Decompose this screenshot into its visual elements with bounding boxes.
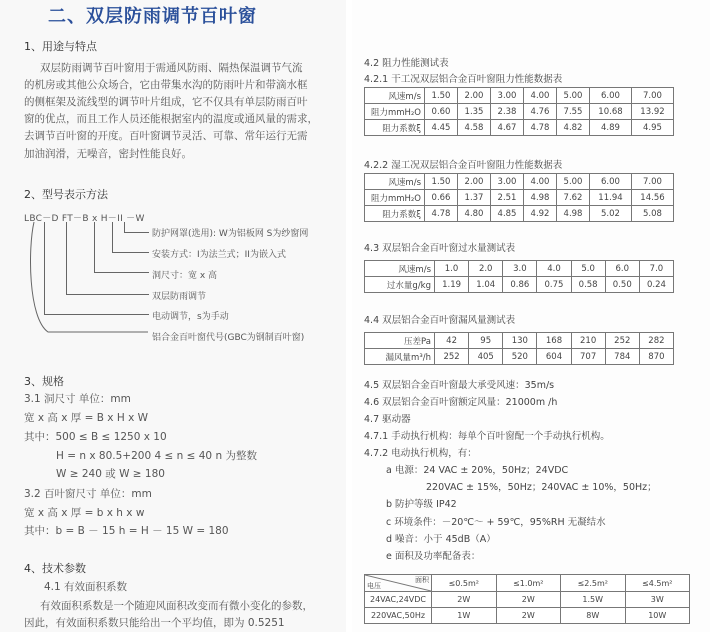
spec-line: W ≥ 240 或 W ≥ 180 [56, 468, 165, 480]
table-cell: 42 [435, 333, 469, 349]
table-cell: 13.92 [631, 104, 673, 120]
table-cell: 0.66 [425, 190, 458, 206]
air-leakage-table [364, 332, 674, 365]
table-cell: 7.00 [631, 174, 673, 190]
table-row [365, 608, 690, 624]
table-cell: 252 [605, 333, 639, 349]
row-label: 阻力系数ξ [365, 120, 425, 136]
bracket-leader [28, 218, 152, 340]
tech-line: 因此，有效面积系数只能给出一个平均值，即为 0.5251 [24, 617, 285, 629]
row-label: 风速m/s [365, 261, 435, 277]
table-row [365, 190, 674, 206]
table-cell: 6.00 [590, 88, 632, 104]
table-cell: 4.78 [524, 120, 557, 136]
table-cell: 4.78 [425, 206, 458, 222]
row-label: 阻力mmH₂O [365, 104, 425, 120]
row-label: 过水量g/kg [365, 277, 435, 293]
spec-line: 宽 x 高 x 厚 = B x H x W [24, 412, 149, 424]
table-cell: 4.80 [458, 206, 491, 222]
table-row [365, 575, 690, 592]
power-supply-line: a 电源：24 VAC ± 20%，50Hz；24VDC [386, 465, 569, 476]
table-caption: 4.2.1 干工况双层铝合金百叶窗阻力性能数据表 [364, 74, 563, 85]
spec-line: 其中：b = B － 15 h = H － 15 W = 180 [24, 525, 229, 537]
power-table [364, 574, 690, 624]
model-label: 洞尺寸：宽 x 高 [152, 271, 218, 281]
col-header: ≤2.5m² [561, 575, 626, 592]
table-cell: 0.58 [571, 277, 605, 293]
model-code: LBC－D FT－B x H－II －W [24, 214, 145, 224]
table-cell: 1.5W [561, 592, 626, 608]
table-cell: 2W [496, 608, 561, 624]
table-cell: 1.19 [435, 277, 469, 293]
model-label: 电动调节，s为手动 [152, 312, 229, 322]
page-title: 二、双层防雨调节百叶窗 [48, 6, 257, 27]
table-cell: 7.0 [639, 261, 673, 277]
table-cell: 7.00 [631, 88, 673, 104]
section-usage-heading: 1、用途与特点 [24, 40, 97, 53]
table-cell: 1.0 [435, 261, 469, 277]
row-label: 压差Pa [365, 333, 435, 349]
table-cell: 210 [571, 333, 605, 349]
model-label: 铝合金百叶窗代号(GBC为钢制百叶窗) [152, 333, 305, 343]
power-supply-line: 220VAC ± 15%，50Hz；240VAC ± 10%，50Hz； [426, 482, 657, 493]
table-cell: 1.35 [458, 104, 491, 120]
spec-line: H = n x 80.5+200 4 ≤ n ≤ 40 n 为整数 [56, 450, 257, 462]
table-cell: 4.85 [491, 206, 524, 222]
table-cell: 282 [639, 333, 673, 349]
spec-line: 宽 x 高 x 厚 = b x h x w [24, 507, 145, 519]
table-cell: 1W [432, 608, 497, 624]
table-row [365, 277, 674, 293]
table-cell: 4.67 [491, 120, 524, 136]
model-label: 防护网罩(选用): W为铝板网 S为纱窗网 [152, 229, 309, 239]
table-cell: 5.08 [631, 206, 673, 222]
table-cell: 4.82 [557, 120, 590, 136]
table-row [365, 261, 674, 277]
protection-class: b 防护等级 IP42 [386, 499, 457, 510]
tech-subheading: 4.1 有效面积系数 [44, 581, 128, 593]
table-cell: 520 [503, 349, 537, 365]
table-cell: 1.04 [469, 277, 503, 293]
table-cell: 784 [605, 349, 639, 365]
table-cell: 1.37 [458, 190, 491, 206]
rated-air-volume: 4.6 双层铝合金百叶窗额定风量：21000m /h [364, 397, 558, 408]
table-cell: 4.95 [631, 120, 673, 136]
table-cell: 4.00 [524, 88, 557, 104]
corner-cell [365, 575, 432, 592]
table-cell: 5.00 [557, 174, 590, 190]
table-caption: 4.4 双层铝合金百叶窗漏风量测试表 [364, 315, 516, 326]
table-caption: 4.2.2 湿工况双层铝合金百叶窗阻力性能数据表 [364, 160, 563, 171]
col-header: ≤1.0m² [496, 575, 561, 592]
table-cell: 4.89 [590, 120, 632, 136]
table-cell: 870 [639, 349, 673, 365]
section-spec-heading: 3、规格 [24, 375, 64, 388]
row-label: 阻力系数ξ [365, 206, 425, 222]
table-cell: 130 [503, 333, 537, 349]
section-tech-heading: 4、技术参数 [24, 562, 86, 575]
table-row [365, 174, 674, 190]
row-label: 24VAC,24VDC [365, 592, 432, 608]
table-cell: 168 [537, 333, 571, 349]
table-cell: 2W [432, 592, 497, 608]
table-row [365, 349, 674, 365]
actuator-heading: 4.7 驱动器 [364, 414, 411, 425]
table-cell: 4.98 [524, 190, 557, 206]
table-cell: 10W [625, 608, 690, 624]
table-cell: 405 [469, 349, 503, 365]
table-cell: 1.50 [425, 88, 458, 104]
table-cell: 6.0 [605, 261, 639, 277]
table-cell: 7.55 [557, 104, 590, 120]
table-cell: 5.0 [571, 261, 605, 277]
col-header: ≤4.5m² [625, 575, 690, 592]
table-cell: 707 [571, 349, 605, 365]
section-model-heading: 2、型号表示方法 [24, 188, 108, 201]
row-label: 220VAC,50Hz [365, 608, 432, 624]
usage-line: 加油润滑，无噪音，密封性能良好。 [24, 148, 192, 160]
table-row [365, 206, 674, 222]
table-cell: 4.76 [524, 104, 557, 120]
environment-conditions: c 环境条件：－20℃～ + 59℃，95%RH 无凝结水 [386, 517, 606, 528]
row-label: 风速m/s [365, 174, 425, 190]
table-cell: 95 [469, 333, 503, 349]
power-table-caption: e 面积及功率配备表： [386, 551, 481, 562]
table-cell: 3.00 [491, 174, 524, 190]
table-cell: 4.0 [537, 261, 571, 277]
table-cell: 0.24 [639, 277, 673, 293]
table-cell: 604 [537, 349, 571, 365]
spec-line: 其中：500 ≤ B ≤ 1250 x 10 [24, 431, 167, 443]
spec-line: 3.1 洞尺寸 单位：mm [24, 393, 131, 405]
table-cell: 2.0 [469, 261, 503, 277]
table-cell: 1.50 [425, 174, 458, 190]
table-cell: 0.86 [503, 277, 537, 293]
table-cell: 4.00 [524, 174, 557, 190]
table-cell: 252 [435, 349, 469, 365]
table-row [365, 592, 690, 608]
corner-bottom-label: 电压 [367, 582, 381, 590]
table-cell: 3.00 [491, 88, 524, 104]
table-cell: 6.00 [590, 174, 632, 190]
row-label: 漏风量m³/h [365, 349, 435, 365]
table-cell: 2.00 [458, 88, 491, 104]
table-cell: 8W [561, 608, 626, 624]
spec-line: 3.2 百叶窗尺寸 单位：mm [24, 488, 152, 500]
row-label: 阻力mmH₂O [365, 190, 425, 206]
water-penetration-table [364, 260, 674, 293]
dry-resistance-table [364, 87, 674, 136]
table-cell: 5.02 [590, 206, 632, 222]
table-cell: 3.0 [503, 261, 537, 277]
model-label: 双层防雨调节 [152, 292, 207, 302]
table-cell: 0.60 [425, 104, 458, 120]
table-cell: 0.75 [537, 277, 571, 293]
electric-actuator: 4.7.2 电动执行机构，有： [364, 448, 477, 459]
table-cell: 14.56 [631, 190, 673, 206]
model-label: 安装方式：I为法兰式；II为嵌入式 [152, 250, 286, 260]
noise-level: d 噪音：小于 45dB（A） [386, 534, 496, 545]
table-cell: 3W [625, 592, 690, 608]
corner-top-label: 面积 [415, 576, 429, 584]
table-cell: 0.50 [605, 277, 639, 293]
usage-line: 窗的优点，而且工作人员还能根据室内的温度或通风量的需求， [24, 113, 318, 125]
table-cell: 7.62 [557, 190, 590, 206]
table-row [365, 333, 674, 349]
table-cell: 2.38 [491, 104, 524, 120]
table-cell: 4.45 [425, 120, 458, 136]
table-row [365, 88, 674, 104]
usage-line: 去调节百叶窗的开度。百叶窗调节灵活、可靠、常年运行无需 [24, 130, 308, 142]
usage-line: 双层防雨调节百叶窗用于需通风防雨、隔热保温调节气流 [40, 62, 303, 74]
wet-resistance-table [364, 173, 674, 222]
table-cell: 4.92 [524, 206, 557, 222]
col-header: ≤0.5m² [432, 575, 497, 592]
table-cell: 10.68 [590, 104, 632, 120]
table-cell: 4.58 [458, 120, 491, 136]
row-label: 风速m/s [365, 88, 425, 104]
max-wind-speed: 4.5 双层铝合金百叶窗最大承受风速：35m/s [364, 380, 555, 391]
manual-actuator: 4.7.1 手动执行机构：每单个百叶窗配一个手动执行机构。 [364, 431, 610, 442]
table-cell: 2.51 [491, 190, 524, 206]
table-cell: 11.94 [590, 190, 632, 206]
table-cell: 2.00 [458, 174, 491, 190]
resistance-heading: 4.2 阻力性能测试表 [364, 58, 449, 69]
table-row [365, 120, 674, 136]
usage-line: 的侧框架及流线型的调节叶片组成，它不仅具有单层防雨百叶 [24, 96, 308, 108]
usage-line: 的机房或其他公众场合，它由带集水沟的防雨叶片和带滴水框 [24, 79, 308, 91]
table-cell: 5.00 [557, 88, 590, 104]
table-caption: 4.3 双层铝合金百叶窗过水量测试表 [364, 243, 516, 254]
table-row [365, 104, 674, 120]
table-cell: 4.98 [557, 206, 590, 222]
tech-line: 有效面积系数是一个随迎风面积改变而有微小变化的参数， [40, 600, 313, 612]
table-cell: 2W [496, 592, 561, 608]
